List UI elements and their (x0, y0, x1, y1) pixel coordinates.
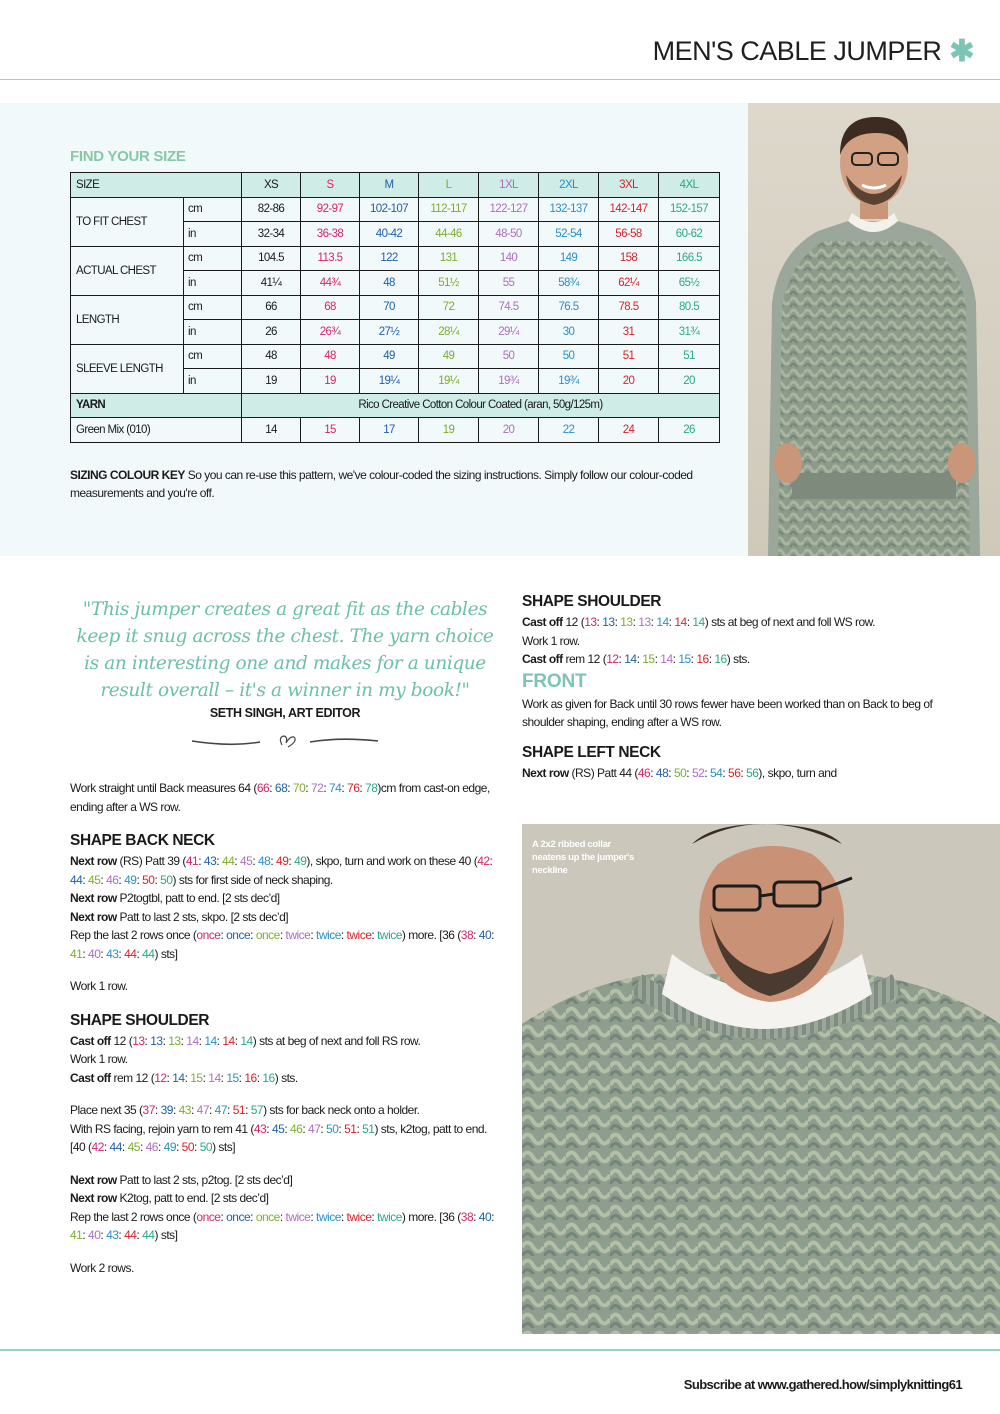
size-header-2xl: 2XL (539, 173, 599, 198)
size-table-row (71, 295, 720, 320)
sizing-colour-key (70, 466, 710, 502)
length-cm-value: 66 (242, 295, 301, 320)
length-in-value: 26¾ (301, 320, 360, 345)
sizing-key-title: SIZING COLOUR KEY (70, 468, 185, 482)
actual-chest-label: ACTUAL CHEST (71, 246, 184, 295)
yarn-colour-label: Green Mix (010) (71, 418, 242, 443)
actual-chest-cm-value: 131 (419, 246, 479, 271)
repeat-instructions: Next row Patt to last 2 sts, p2tog. [2 sts dec’d] Next row K2tog, patt to end. [2 sts dec’d] Rep the last 2 rows once (once: once: once: twice: twice: twice: twice) more. [36 (38: 40: 41: 40: 43: 44: 44) sts] (70, 1172, 494, 1242)
work-one-row: Work 1 row. (70, 979, 128, 993)
closeup-photo-illustration (522, 824, 1000, 1334)
to-fit-chest-cm-value: 142-147 (599, 197, 659, 222)
size-header-label: SIZE (71, 173, 242, 198)
length-cm-value: 70 (360, 295, 419, 320)
footer-divider (0, 1349, 1000, 1351)
length-in-value: 31¾ (659, 320, 720, 345)
to-fit-chest-cm-value: 82-86 (242, 197, 301, 222)
length-in-value: 26 (242, 320, 301, 345)
actual-chest-cm-value: 149 (539, 246, 599, 271)
actual-chest-cm-value: 113.5 (301, 246, 360, 271)
yarn-count: 17 (360, 418, 419, 443)
shape-shoulder-heading: SHAPE SHOULDER (70, 1011, 210, 1029)
front-instructions: Work as given for Back until 30 rows fewer have been worked than on Back to beg of shoulder shaping, ending after a WS row. (522, 696, 933, 729)
length-in-value: 29¼ (479, 320, 539, 345)
page-title-text: MEN'S CABLE JUMPER (652, 36, 942, 66)
sleeve-length-in-value: 20 (659, 369, 720, 394)
sleeve-length-cm-value: 48 (242, 344, 301, 369)
size-header-l: L (419, 173, 479, 198)
sleeve-length-label: SLEEVE LENGTH (71, 344, 184, 393)
actual-chest-in-value: 65½ (659, 271, 720, 296)
sleeve-length-in-value: 19 (301, 369, 360, 394)
to-fit-chest-in-value: 44-46 (419, 222, 479, 247)
model-photo-closeup (522, 824, 1000, 1334)
right-column (522, 591, 952, 782)
photo-caption: A 2x2 ribbed collar neatens up the jumper's neckline (532, 839, 634, 876)
yarn-count: 20 (479, 418, 539, 443)
back-neck-instructions: Next row (RS) Patt 39 (41: 43: 44: 45: 48: 49: 49), skpo, turn and work on these 40 (42: 44: 45: 46: 49: 50: 50) sts for first side of neck shaping. Next row P2togtbl, patt to end. [2 sts dec’d] Next row Patt to last 2 sts, skpo. [2 sts dec’d] Rep the last 2 rows once (once: once: once: twice: twice: twice: twice) more. [36 (38: 40: 41: 40: 43: 44: 44) sts] (70, 854, 494, 961)
actual-chest-in-value: 48 (360, 271, 419, 296)
sleeve-length-cm-value: 49 (419, 344, 479, 369)
actual-chest-in-value: 62¼ (599, 271, 659, 296)
right-shoulder-instructions: Cast off 12 (13: 13: 13: 13: 14: 14: 14) sts at beg of next and foll WS row. Work 1 row. Cast off rem 12 (12: 14: 15: 14: 15: 16: 16) sts. (522, 615, 875, 666)
actual-chest-cm-value: 166.5 (659, 246, 720, 271)
to-fit-chest-in-value: 40-42 (360, 222, 419, 247)
to-fit-chest-in-value: 52-54 (539, 222, 599, 247)
yarn-count: 15 (301, 418, 360, 443)
model-photo-full (748, 103, 1000, 556)
to-fit-chest-cm-value: 92-97 (301, 197, 360, 222)
asterisk-icon: ✱ (949, 34, 974, 68)
footer (684, 1377, 962, 1392)
length-cm-value: 80.5 (659, 295, 720, 320)
find-your-size-heading: FIND YOUR SIZE (70, 148, 186, 165)
actual-chest-in-value: 41¼ (242, 271, 301, 296)
to-fit-chest-in-value: 32-34 (242, 222, 301, 247)
yarn-count: 26 (659, 418, 720, 443)
actual-chest-in-value: 51½ (419, 271, 479, 296)
yarn-count: 19 (419, 418, 479, 443)
size-table-row (71, 418, 720, 443)
length-label: LENGTH (71, 295, 184, 344)
quote-author: SETH SINGH, ART EDITOR (209, 706, 361, 720)
to-fit-chest-in-value: 48-50 (479, 222, 539, 247)
left-column (70, 779, 500, 1277)
size-table-row (71, 173, 720, 198)
sleeve-length-in-value: 19¾ (539, 369, 599, 394)
length-in-value: 27½ (360, 320, 419, 345)
to-fit-chest-cm-value: 112-117 (419, 197, 479, 222)
to-fit-chest-in-value: 60-62 (659, 222, 720, 247)
sleeve-length-in-value: 19¼ (360, 369, 419, 394)
model-photo-illustration (748, 103, 1000, 556)
unit-in: in (184, 222, 242, 247)
yarn-label: YARN (71, 393, 242, 418)
sleeve-length-cm-value: 50 (539, 344, 599, 369)
to-fit-chest-cm-value: 152-157 (659, 197, 720, 222)
front-heading: FRONT (522, 670, 587, 692)
shape-shoulder-heading-right: SHAPE SHOULDER (522, 593, 662, 610)
sleeve-length-in-value: 19¾ (479, 369, 539, 394)
actual-chest-cm-value: 158 (599, 246, 659, 271)
yarn-count: 22 (539, 418, 599, 443)
length-cm-value: 68 (301, 295, 360, 320)
to-fit-chest-label: TO FIT CHEST (71, 197, 184, 246)
unit-cm: cm (184, 197, 242, 222)
sleeve-length-cm-value: 48 (301, 344, 360, 369)
place-holder-instructions: Place next 35 (37: 39: 43: 47: 47: 51: 57) sts for back neck onto a holder. With RS facing, rejoin yarn to rem 41 (43: 45: 46: 47: 50: 51: 51) sts, k2tog, patt to end. [40 (42: 44: 45: 46: 49: 50: 50) sts] (70, 1103, 487, 1154)
subscribe-text: Subscribe at www.gathered.how/simplyknitting (683, 1377, 949, 1392)
to-fit-chest-cm-value: 102-107 (360, 197, 419, 222)
size-header-3xl: 3XL (599, 173, 659, 198)
length-in-value: 30 (539, 320, 599, 345)
sleeve-length-in-value: 19¼ (419, 369, 479, 394)
work-two-rows: Work 2 rows. (70, 1260, 134, 1275)
length-cm-value: 74.5 (479, 295, 539, 320)
to-fit-chest-cm-value: 132-137 (539, 197, 599, 222)
left-neck-instructions: Next row (RS) Patt 44 (46: 48: 50: 52: 54: 56: 56), skpo, turn and (522, 765, 837, 780)
to-fit-chest-in-value: 56-58 (599, 222, 659, 247)
sleeve-length-cm-value: 49 (360, 344, 419, 369)
length-cm-value: 76.5 (539, 295, 599, 320)
size-table (70, 172, 720, 443)
shoulder-instructions: Cast off 12 (13: 13: 13: 14: 14: 14: 14) sts at beg of next and foll RS row. Work 1 row. Cast off rem 12 (12: 14: 15: 14: 15: 16: 16) sts. (70, 1033, 421, 1085)
unit-in: in (184, 369, 242, 394)
unit-cm: cm (184, 295, 242, 320)
size-header-xs: XS (242, 173, 301, 198)
yarn-count: 14 (242, 418, 301, 443)
length-in-value: 28¼ (419, 320, 479, 345)
size-table-row (71, 344, 720, 369)
page-number: 61 (948, 1377, 962, 1392)
sleeve-length-cm-value: 51 (599, 344, 659, 369)
yarn-name: Rico Creative Cotton Colour Coated (aran, 50g/125m) (242, 393, 720, 418)
actual-chest-in-value: 55 (479, 271, 539, 296)
size-header-4xl: 4XL (659, 173, 720, 198)
size-table-row (71, 197, 720, 222)
shape-back-neck-heading: SHAPE BACK NECK (70, 832, 215, 849)
size-header-m: M (360, 173, 419, 198)
actual-chest-in-value: 58¾ (539, 271, 599, 296)
yarn-count: 24 (599, 418, 659, 443)
size-header-s: S (301, 173, 360, 198)
length-cm-value: 72 (419, 295, 479, 320)
unit-cm: cm (184, 344, 242, 369)
back-measure-paragraph: Work straight until Back measures 64 (66: 68: 70: 72: 74: 76: 78)cm from cast-on edge, ending after a WS row. (70, 781, 490, 814)
decorative-swash-icon (190, 733, 380, 751)
shape-left-neck-heading: SHAPE LEFT NECK (522, 743, 661, 761)
to-fit-chest-in-value: 36-38 (301, 222, 360, 247)
page-title (653, 36, 974, 67)
sleeve-length-cm-value: 50 (479, 344, 539, 369)
sleeve-length-in-value: 19 (242, 369, 301, 394)
length-cm-value: 78.5 (599, 295, 659, 320)
size-table-row (71, 246, 720, 271)
sizing-key-text: So you can re-use this pattern, we've colour-coded the sizing instructions. Simply follow our colour-coded measurements and you're off. (70, 468, 693, 500)
actual-chest-cm-value: 104.5 (242, 246, 301, 271)
size-table-body (71, 173, 720, 443)
unit-in: in (184, 320, 242, 345)
to-fit-chest-cm-value: 122-127 (479, 197, 539, 222)
size-table-row (71, 393, 720, 418)
actual-chest-cm-value: 140 (479, 246, 539, 271)
sleeve-length-in-value: 20 (599, 369, 659, 394)
actual-chest-cm-value: 122 (360, 246, 419, 271)
unit-in: in (184, 271, 242, 296)
actual-chest-in-value: 44¾ (301, 271, 360, 296)
sleeve-length-cm-value: 51 (659, 344, 720, 369)
title-divider (0, 79, 1000, 80)
size-header-1xl: 1XL (479, 173, 539, 198)
length-in-value: 31 (599, 320, 659, 345)
unit-cm: cm (184, 246, 242, 271)
editor-quote: "This jumper creates a great fit as the cables keep it snug across the chest. The yarn choice is an interesting one and makes for a unique result overall – it's a winner in my book!" (76, 599, 494, 701)
